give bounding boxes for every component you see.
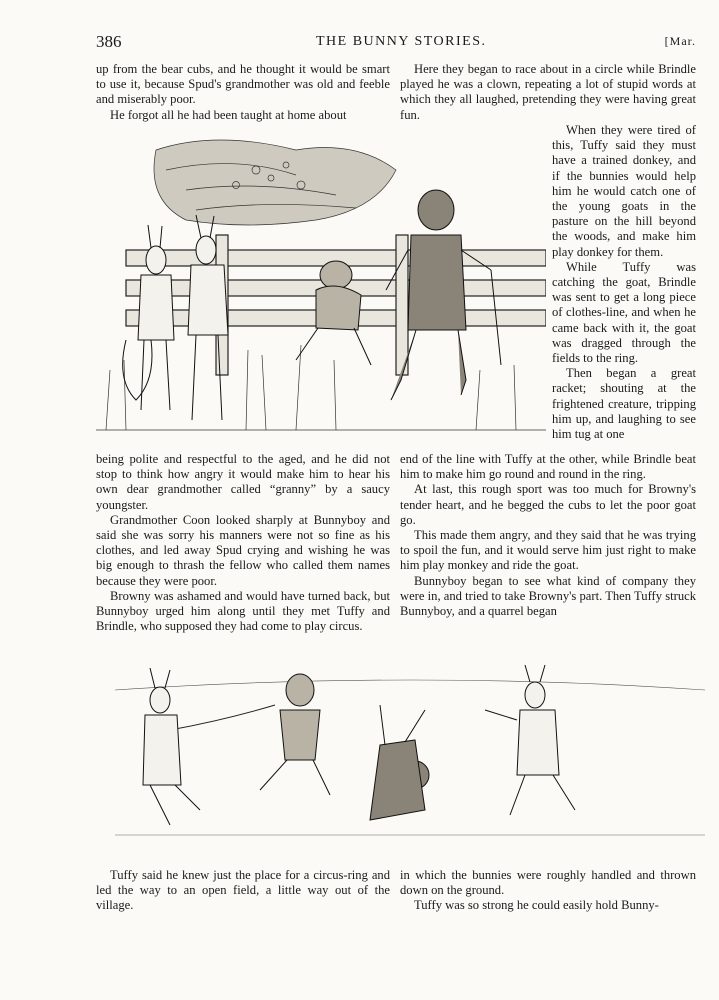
paragraph: Tuffy was so strong he could easily hold Bunny- xyxy=(414,898,659,913)
paragraph: being polite and respectful to the aged, and he did not stop to think how angry it would make him to hear his own dear grandmother called “granny” by a saucy youngster. xyxy=(96,452,390,512)
page-number: 386 xyxy=(96,32,122,51)
paragraph: Then began a great racket; shouting at the frightened creature, tripping him up, and laughing to see him tug at one xyxy=(552,366,696,442)
paragraph: When they were tired of this, Tuffy said they must have a trained donkey, and if the bunnies would help him he would catch one of the young goats in the pasture on the hill beyond the woods, and make him play donkey for them. xyxy=(552,123,696,259)
paragraph: Here they began to race about in a circle while Brindle played he was a clown, repeating a lot of stupid words at which they all laughed, pretending they were having great fun. xyxy=(400,62,696,122)
illustration-quarrel xyxy=(115,650,705,850)
paragraph: At last, this rough sport was too much for Browny's tender heart, and he begged the cubs to let the poor goat go. xyxy=(400,482,696,527)
paragraph: end of the line with Tuffy at the other, while Brindle beat him to make him go round and round in the ring. xyxy=(400,452,696,482)
wrap-column xyxy=(552,123,696,442)
running-title: THE BUNNY STORIES. xyxy=(316,34,487,49)
paragraph: While Tuffy was catching the goat, Brindle was sent to get a long piece of clothes-line, and when he came back with it, the goat was dragged through the fields to the ring. xyxy=(552,259,696,366)
right-column-middle xyxy=(400,452,696,619)
paragraph: Browny was ashamed and would have turned back, but Bunnyboy urged him along until they met Tuffy and Brindle, who supposed they had come to play circus. xyxy=(96,588,390,634)
right-column-top xyxy=(400,62,696,123)
paragraph: This made them angry, and they said that he was trying to spoil the fun, and it would serve him just right to make him play monkey and ride the goat. xyxy=(400,528,696,573)
left-column-middle xyxy=(96,452,390,634)
paragraph: Bunnyboy began to see what kind of company they were in, and tried to take Browny's part. Then Tuffy struck Bunnyboy, and a quarrel began xyxy=(400,573,696,619)
left-column-top xyxy=(96,62,390,123)
illustration-bunnies-at-fence xyxy=(96,130,546,440)
right-column-bottom xyxy=(400,868,696,914)
paragraph: in which the bunnies were roughly handled and thrown down on the ground. xyxy=(400,868,696,898)
left-column-bottom xyxy=(96,868,390,914)
paragraph: He forgot all he had been taught at home about xyxy=(110,107,347,122)
paragraph: up from the bear cubs, and he thought it would be smart to use it, because Spud's grandmother was old and feeble and miserably poor. xyxy=(96,62,390,107)
paragraph: Grandmother Coon looked sharply at Bunnyboy and said she was sorry his manners were not so fine as his clothes, and led away Spud crying and wishing he was big enough to thrash the fellow who called them names because they were poor. xyxy=(96,512,390,588)
paragraph: Tuffy said he knew just the place for a circus-ring and led the way to an open field, a little way out of the village. xyxy=(96,868,390,913)
month-label: [Mar. xyxy=(664,34,696,48)
running-header xyxy=(96,32,696,52)
